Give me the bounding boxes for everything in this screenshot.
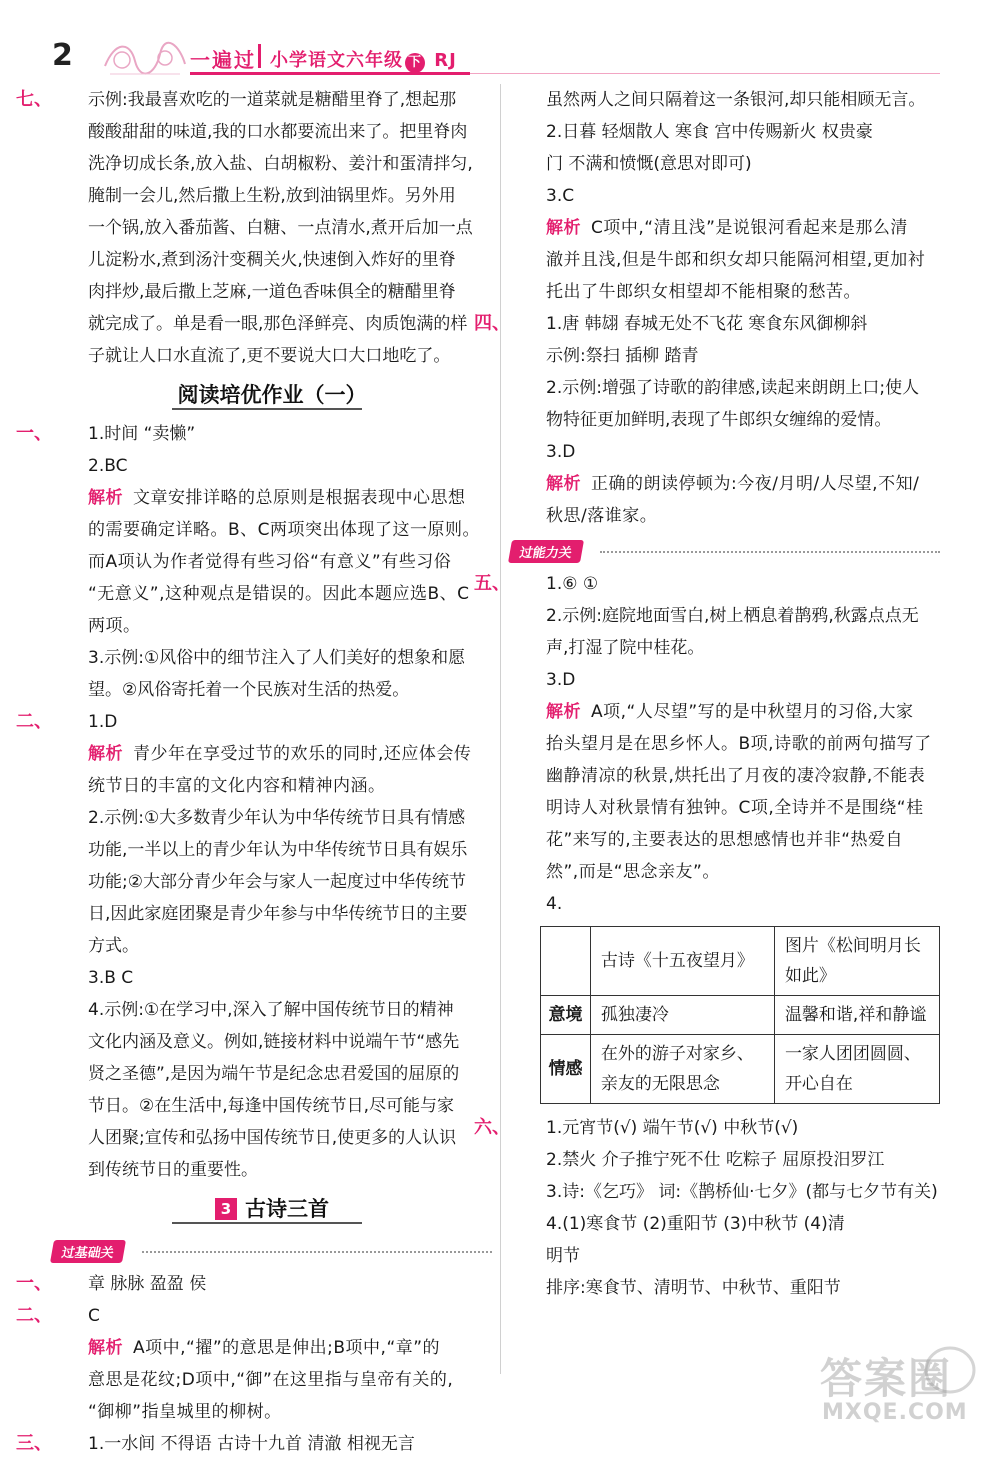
answer-line: 四、 1.唐 韩翃 春城无处不飞花 寒食东风御柳斜 <box>510 308 940 340</box>
answer-line: 声,打湿了院中桂花。 <box>546 638 705 658</box>
volume-circle: 下 <box>405 53 425 73</box>
explanation-line: “无意义”,这种观点是错误的。因此本题应选B、C <box>88 584 470 604</box>
answer-line: 酸酸甜甜的味道,我的口水都要流出来了。把里脊肉 <box>88 122 468 142</box>
answer-line: 日,因此家庭团聚是青少年参与中华传统节日的主要 <box>88 904 468 924</box>
question-marker: 二、 <box>16 711 52 732</box>
doodle-decoration-icon <box>100 36 190 80</box>
explanation-line: 解析 正确的朗读停顿为:今夜/月明/人尽望,不知/ <box>546 474 920 494</box>
explanation-line: 抬头望月是在思乡怀人。B项,诗歌的前两句描写了 <box>546 734 932 754</box>
answer-line: 三、 1.一水间 不得语 古诗十九首 清澈 相视无言 <box>52 1428 492 1460</box>
page-header <box>0 0 1000 80</box>
answer-line: 3.B C <box>88 968 134 988</box>
answer-line: 物特征更加鲜明,表现了牛郎织女缠绵的爱情。 <box>546 410 892 430</box>
answer-line: 排序:寒食节、清明节、中秋节、重阳节 <box>546 1278 841 1298</box>
column-divider <box>500 84 501 1374</box>
question-marker: 四、 <box>474 313 510 334</box>
watermark-text: 答案圈 <box>820 1354 953 1403</box>
question-marker: 一、 <box>16 1273 52 1294</box>
explanation-line: 而A项认为作者觉得有些习俗“有意义”有些习俗 <box>88 552 452 572</box>
section-title: 3 古诗三首 <box>52 1193 492 1223</box>
explanation-line: 统节日的丰富的文化内容和精神内涵。 <box>88 776 386 796</box>
answer-line: 一、 章 脉脉 盈盈 侯 <box>52 1268 492 1300</box>
right-column <box>474 84 940 1304</box>
explanation-line: 花”来写的,主要表达的思想感情也并非“热爱自 <box>546 830 904 850</box>
answer-line: 3.D <box>546 670 576 690</box>
answer-line: 功能;②大部分青少年会与家人一起度过中华传统节 <box>88 872 466 892</box>
book-title <box>270 46 457 73</box>
explanation-line: 然”,而是“思念亲友”。 <box>546 862 720 882</box>
explanation-line: 解析 文章安排详略的总原则是根据表现中心思想 <box>88 488 466 508</box>
answer-line: 2.示例:庭院地面雪白,树上栖息着鹊鸦,秋露点点无 <box>546 606 919 626</box>
left-column <box>16 84 492 1460</box>
answer-line: 文化内涵及意义。例如,链接材料中说端午节“感先 <box>88 1032 460 1052</box>
answer-line: 六、 1.元宵节(√) 端午节(√) 中秋节(√) <box>510 1112 940 1144</box>
answer-line: 4.示例:①在学习中,深入了解中国传统节日的精神 <box>88 1000 454 1020</box>
explanation-line: 幽静清凉的秋景,烘托出了月夜的凄冷寂静,不能表 <box>546 766 926 786</box>
level-tag: 过基础关 <box>50 1240 126 1263</box>
answer-line: 虽然两人之间只隔着这一条银河,却只能相顾无言。 <box>546 90 926 110</box>
answer-line: 儿淀粉水,煮到汤汁变稠关火,快速倒入炸好的里脊 <box>88 250 456 270</box>
explanation-line: 解析 A项中,“擢”的意思是伸出;B项中,“章”的 <box>88 1338 441 1358</box>
answer-line: 4.(1)寒食节 (2)重阳节 (3)中秋节 (4)清 <box>546 1214 845 1234</box>
table-cell <box>541 927 591 996</box>
explanation-line: 秋思/落谁家。 <box>546 506 658 526</box>
header-rule <box>190 72 470 75</box>
explanation-label: 解析 <box>88 488 123 508</box>
brand-separator <box>258 44 261 68</box>
answer-line: 五、 1.⑥ ① <box>510 568 940 600</box>
answer-line: 到传统节日的重要性。 <box>88 1160 258 1180</box>
answer-line: 3.诗:《乞巧》 词:《鹊桥仙·七夕》(都与七夕节有关) <box>546 1182 938 1202</box>
section-heading <box>52 372 492 418</box>
answer-line: 子就让人口水直流了,更不要说大口大口地吃了。 <box>88 346 451 366</box>
answer-line: 功能,一半以上的青少年认为中华传统节日具有娱乐 <box>88 840 468 860</box>
explanation-label: 解析 <box>546 474 581 494</box>
table-row <box>541 927 940 996</box>
lesson-number-badge: 3 <box>215 1198 237 1220</box>
explanation-label: 解析 <box>546 702 581 722</box>
answer-line: 3.D <box>546 442 576 462</box>
answer-line: 洗净切成长条,放入盐、白胡椒粉、姜汁和蛋清拌匀, <box>88 154 473 174</box>
answer-line: 2.示例:①大多数青少年认为中华传统节日具有情感 <box>88 808 466 828</box>
table-row-header: 情感 <box>541 1035 591 1104</box>
book-title-text: 小学语文六年级 <box>270 50 403 71</box>
section-heading <box>52 1186 492 1232</box>
answer-line: 贤之圣德”,是因为端午节是纪念忠君爱国的屈原的 <box>88 1064 460 1084</box>
dotted-rule <box>600 551 940 553</box>
table-row <box>541 996 940 1035</box>
question-marker: 一、 <box>16 423 52 444</box>
explanation-line: 托出了牛郎织女相望却不能相聚的愁苦。 <box>546 282 861 302</box>
section-title: 阅读培优作业（一） <box>177 383 367 407</box>
answer-line: 4. <box>546 894 563 914</box>
table-row <box>541 1035 940 1104</box>
watermark-url: MXQE.COM <box>822 1400 968 1425</box>
answer-line: 节日。②在生活中,每逢中国传统节日,尽可能与家 <box>88 1096 455 1116</box>
question-marker: 二、 <box>16 1305 52 1326</box>
answer-line: 七、 示例:我最喜欢吃的一道菜就是糖醋里脊了,想起那 <box>52 84 492 116</box>
answer-line: 一、 1.时间 “卖懒” <box>52 418 492 450</box>
explanation-label: 解析 <box>88 1338 123 1358</box>
table-cell: 一家人团团圆圆、开心自在 <box>774 1035 939 1104</box>
table-row-header: 意境 <box>541 996 591 1035</box>
explanation-line: 澈并且浅,但是牛郎和织女却只能隔河相望,更加衬 <box>546 250 926 270</box>
explanation-line: 的需要确定详略。B、C两项突出体现了这一原则。 <box>88 520 481 540</box>
table-cell: 图片《松间明月长如此》 <box>774 927 939 996</box>
answer-line: 明节 <box>546 1246 580 1266</box>
explanation-label: 解析 <box>88 744 123 764</box>
answer-line: 3.C <box>546 186 575 206</box>
explanation-line: “御柳”指皇城里的柳树。 <box>88 1402 282 1422</box>
question-marker: 六、 <box>474 1117 510 1138</box>
answer-line: 2.日暮 轻烟散人 寒食 宫中传赐新火 权贵豪 <box>546 122 873 142</box>
answer-line: 腌制一会儿,然后撒上生粉,放到油锅里炸。另外用 <box>88 186 456 206</box>
level-tag: 过能力关 <box>508 540 584 563</box>
question-marker: 三、 <box>16 1433 52 1454</box>
answer-line: 2.BC <box>88 456 128 476</box>
answer-line: 人团聚;宣传和弘扬中国传统节日,使更多的人认识 <box>88 1128 457 1148</box>
explanation-line: 意思是花纹;D项中,“御”在这里指与皇帝有关的, <box>88 1370 454 1390</box>
answer-line: 就完成了。单是看一眼,那色泽鲜亮、肉质饱满的样 <box>88 314 468 334</box>
answer-line: 3.示例:①风俗中的细节注入了人们美好的想象和愿 <box>88 648 466 668</box>
section-underline <box>172 408 362 410</box>
section-underline <box>172 1222 362 1224</box>
answer-line: 示例:祭扫 插柳 踏青 <box>546 346 699 366</box>
level-tag-row <box>52 1232 492 1268</box>
answer-line: 2.禁火 介子推宁死不仕 吃粽子 屈原投汨罗江 <box>546 1150 885 1170</box>
table-cell: 在外的游子对家乡、亲友的无限思念 <box>590 1035 774 1104</box>
level-tag-row <box>510 532 940 568</box>
answer-line: 方式。 <box>88 936 139 956</box>
brand-name: 一遍过 <box>190 48 256 72</box>
page-number: 2 <box>52 38 73 73</box>
comparison-table <box>540 926 940 1104</box>
answer-line: 2.示例:增强了诗歌的韵律感,读起来朗朗上口;使人 <box>546 378 920 398</box>
answer-line: 一个锅,放入番茄酱、白糖、一点清水,煮开后加一点 <box>88 218 473 238</box>
explanation-line: 两项。 <box>88 616 141 636</box>
answer-line: 门 不满和愤慨(意思对即可) <box>546 154 752 174</box>
answer-line: 二、 C <box>52 1300 492 1332</box>
question-marker: 五、 <box>474 573 510 594</box>
explanation-line: 解析 青少年在享受过节的欢乐的同时,还应体会传 <box>88 744 472 764</box>
book-edition: RJ <box>427 50 457 71</box>
dotted-rule <box>142 1251 492 1253</box>
explanation-line: 解析 C项中,“清且浅”是说银河看起来是那么清 <box>546 218 908 238</box>
table-cell: 温馨和谐,祥和静谧 <box>774 996 939 1035</box>
table-cell: 古诗《十五夜望月》 <box>590 927 774 996</box>
question-marker: 七、 <box>16 89 52 110</box>
answer-line: 肉拌炒,最后撒上芝麻,一道色香味俱全的糖醋里脊 <box>88 282 456 302</box>
header-rule-thin <box>470 73 940 74</box>
answer-line: 望。②风俗寄托着一个民族对生活的热爱。 <box>88 680 410 700</box>
explanation-line: 明诗人对秋景情有独钟。C项,全诗并不是围绕“桂 <box>546 798 924 818</box>
answer-line: 二、 1.D <box>52 706 492 738</box>
explanation-label: 解析 <box>546 218 581 238</box>
table-cell: 孤独凄冷 <box>590 996 774 1035</box>
explanation-line: 解析 A项,“人尽望”写的是中秋望月的习俗,大家 <box>546 702 914 722</box>
